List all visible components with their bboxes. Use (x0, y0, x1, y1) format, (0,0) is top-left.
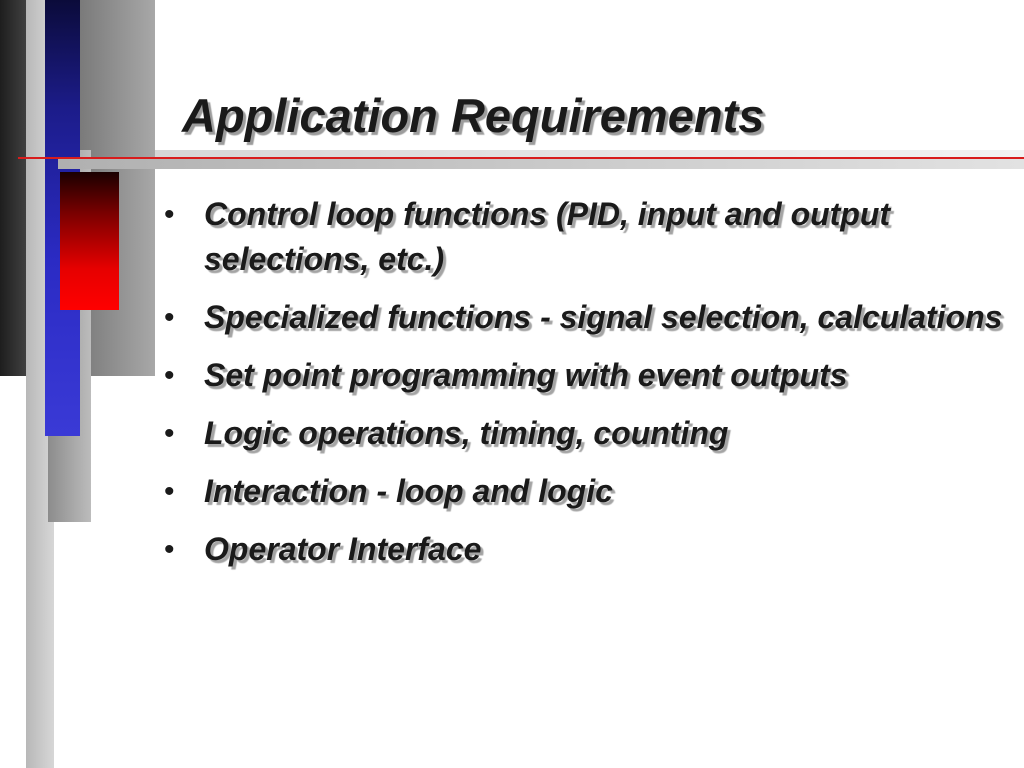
bullet-item (164, 411, 1016, 456)
decorative-red-block (60, 172, 119, 310)
bullet-list (164, 192, 1016, 585)
bullet-icon: • (164, 417, 175, 450)
bullet-text: Operator Interface (204, 531, 482, 567)
bullet-icon: • (164, 301, 175, 334)
bullet-item (164, 527, 1016, 572)
bullet-icon: • (164, 475, 175, 508)
bullet-text: Logic operations, timing, counting (204, 415, 729, 451)
bullet-icon: • (164, 198, 175, 231)
bullet-icon: • (164, 533, 175, 566)
bullet-text: Control loop functions (PID, input and output selections, etc.) (204, 196, 891, 277)
header-band (155, 150, 1024, 157)
bullet-text: Interaction - loop and logic (204, 473, 613, 509)
bullet-text: Specialized functions - signal selection, calculations (204, 299, 1003, 335)
slide-title: Application Requirements (182, 89, 765, 142)
header-divider-shadow (58, 159, 1024, 169)
bullet-item (164, 469, 1016, 514)
bullet-icon: • (164, 359, 175, 392)
bullet-item (164, 192, 1016, 282)
bullet-item (164, 295, 1016, 340)
bullet-item (164, 353, 1016, 398)
bullet-text: Set point programming with event outputs (204, 357, 848, 393)
